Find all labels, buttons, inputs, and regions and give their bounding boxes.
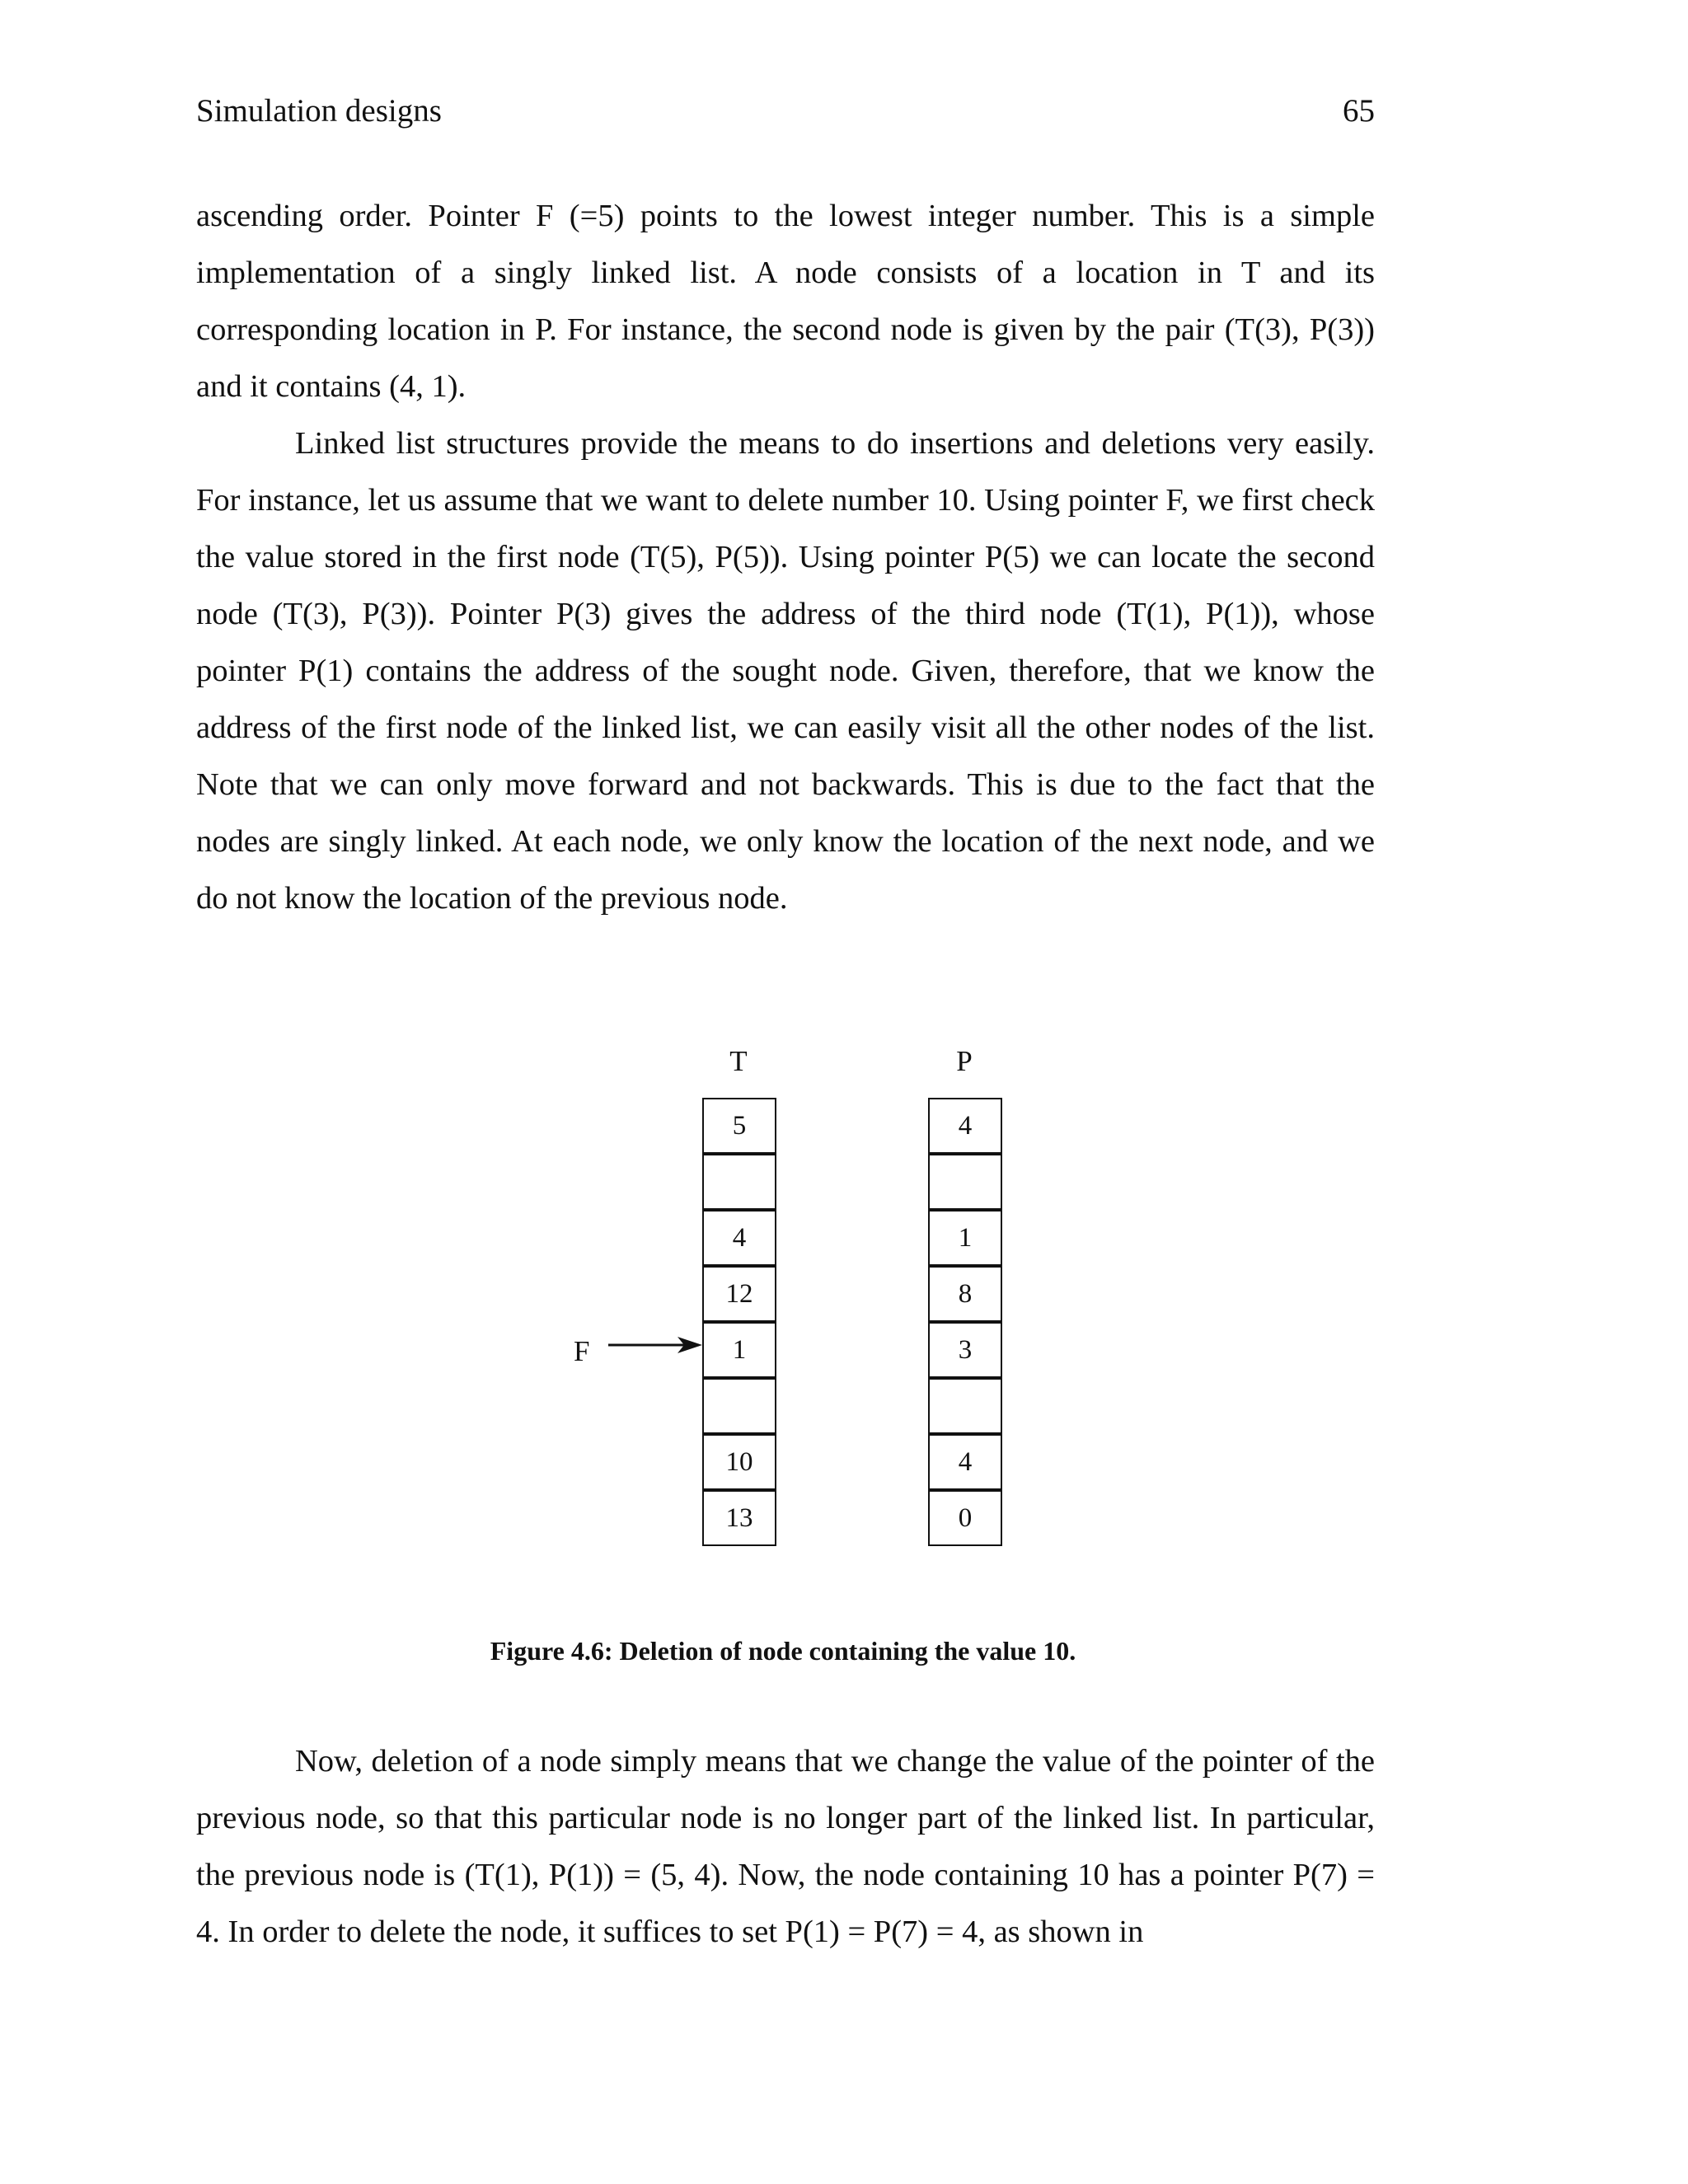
f-pointer-label: F [574, 1335, 590, 1367]
paragraph: Now, deletion of a node simply means that we change the value of the pointer of the previous node, so that this particular node is no longer part of the linked list. In particular, the previous node is (T(1), P(1)) = (5, 4). Now, the node containing 10 has a pointer P(7) = 4. In order to delete the node, it suffices to set P(1) = P(7) = 4, as shown in [196, 1744, 1375, 1949]
p-cell: 3 [928, 1322, 1002, 1378]
t-cell [702, 1378, 776, 1434]
running-title: Simulation designs [196, 93, 442, 129]
figure-caption: Figure 4.6: Deletion of node containing the value 10. [490, 1636, 1076, 1666]
p-cell: 0 [928, 1490, 1002, 1546]
body-text-top [196, 188, 1375, 927]
p-cell: 4 [928, 1098, 1002, 1154]
t-cell: 5 [702, 1098, 776, 1154]
p-cell: 8 [928, 1266, 1002, 1322]
page-header [196, 92, 1375, 142]
t-cell [702, 1154, 776, 1210]
p-cell: 4 [928, 1434, 1002, 1490]
body-text-bottom [196, 1733, 1375, 1961]
p-cell [928, 1378, 1002, 1434]
t-cell: 13 [702, 1490, 776, 1546]
t-cell: 4 [702, 1210, 776, 1266]
p-cell [928, 1154, 1002, 1210]
p-cell: 1 [928, 1210, 1002, 1266]
paragraph: Linked list structures provide the means to do insertions and deletions very easily. For instance, let us assume that we want to delete number 10. Using pointer F, we first check the value stored in the first node (T(5), P(5)). Using pointer P(5) we can locate the second node (T(3), P(3)). Pointer P(3) gives the address of the third node (T(1), P(1)), whose pointer P(1) contains the address of the sought node. Given, therefore, that we know the address of the first node of the linked list, we can easily visit all the other nodes of the list. Note that we can only move forward and not backwards. This is due to the fact that the nodes are singly linked. At each node, we only know the location of the next node, and we do not know the location of the previous node. [196, 426, 1375, 916]
t-cell: 1 [702, 1322, 776, 1378]
paragraph: ascending order. Pointer F (=5) points to the lowest integer number. This is a simple implementation of a singly linked list. A node consists of a location in T and its corresponding location in P. For instance, the second node is given by the pair (T(3), P(3)) and it contains (4, 1). [196, 199, 1375, 404]
t-column-label: T [729, 1045, 748, 1077]
t-cell: 12 [702, 1266, 776, 1322]
pointer-arrow-icon [608, 1333, 707, 1358]
t-cell: 10 [702, 1434, 776, 1490]
p-column-label: P [956, 1045, 973, 1077]
page-number: 65 [1343, 93, 1375, 129]
